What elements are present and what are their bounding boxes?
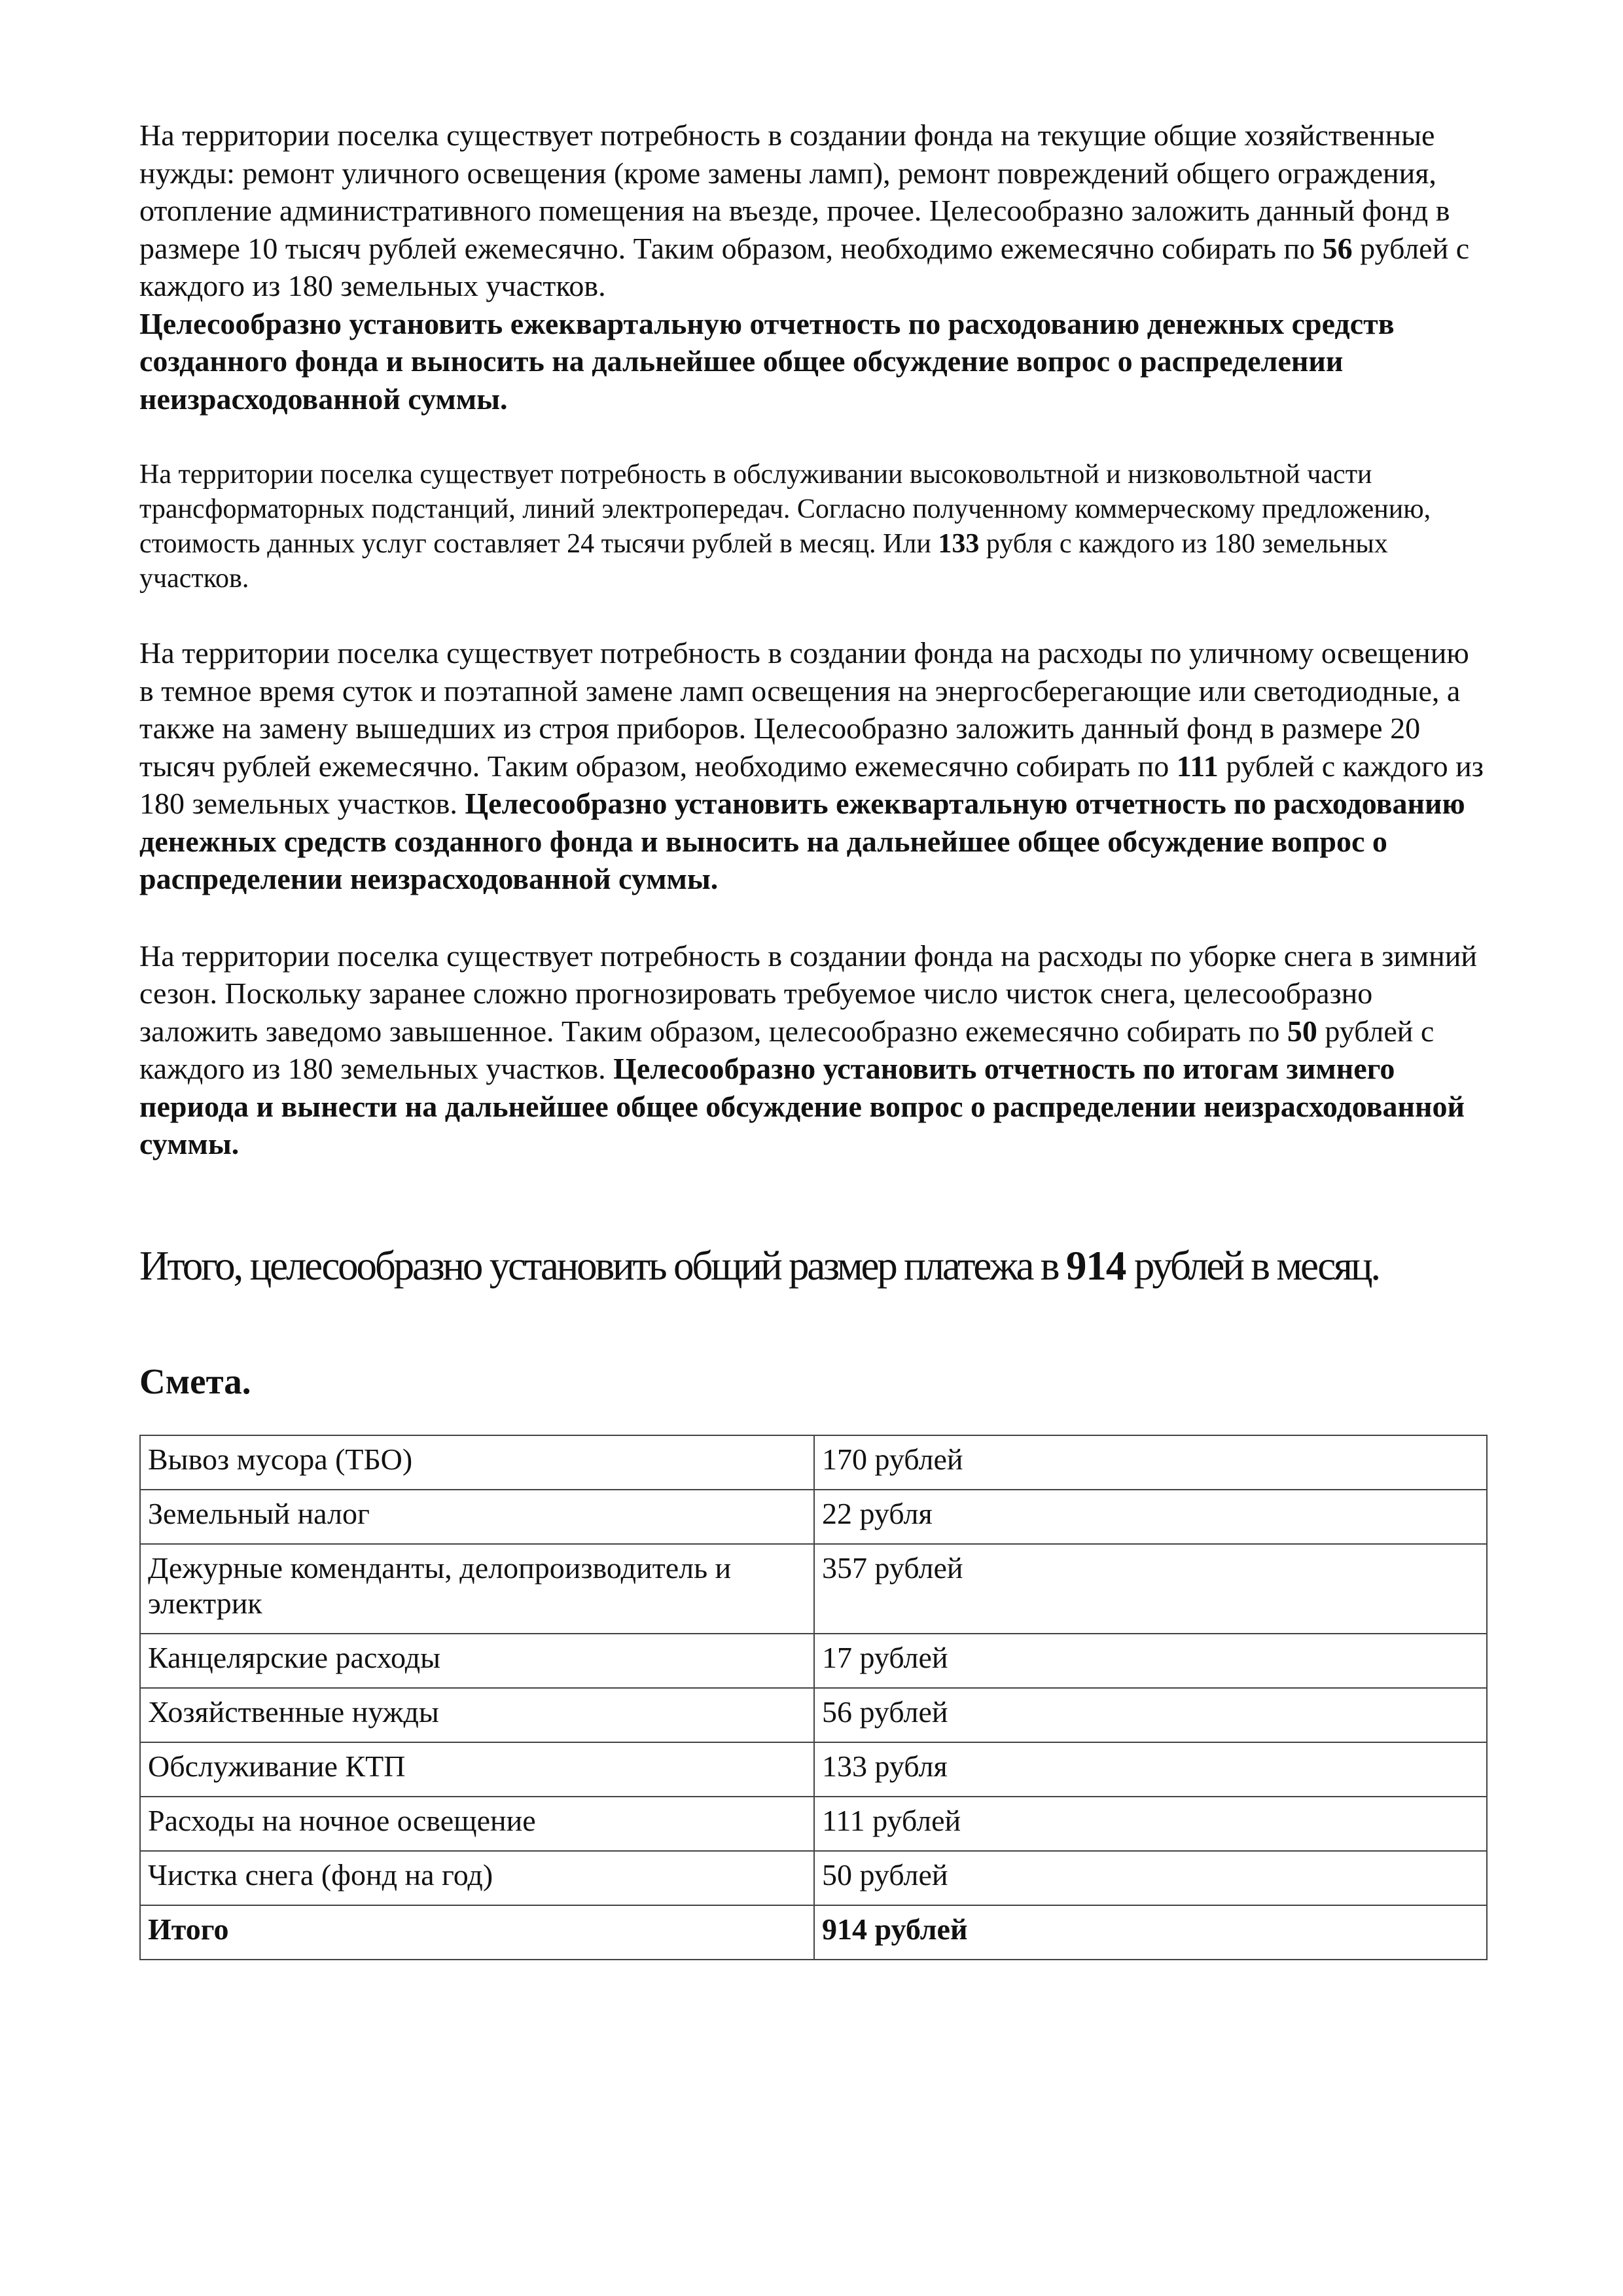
paragraph-text: рублей с каждого из 180 земельных участков. bbox=[139, 1014, 1435, 1085]
expense-name-cell: Чистка снега (фонд на год) bbox=[140, 1851, 814, 1905]
table-row bbox=[140, 1688, 1487, 1742]
paragraph-text: рублей с каждого из 180 земельных участков. bbox=[139, 749, 1484, 820]
smeta-table bbox=[139, 1435, 1488, 1960]
expense-name-cell: Расходы на ночное освещение bbox=[140, 1797, 814, 1851]
total-name-cell: Итого bbox=[140, 1905, 814, 1960]
expense-amount-cell: 56 рублей bbox=[814, 1688, 1487, 1742]
total-suffix: рублей в месяц. bbox=[1126, 1242, 1379, 1289]
paragraph-text: рубля с каждого из 180 земельных участков. bbox=[139, 529, 1388, 594]
expense-amount-cell: 111 рублей bbox=[814, 1797, 1487, 1851]
paragraph-emphasis: Целесообразно установить ежеквартальную отчетность по расходованию денежных средств созданного фонда и выносить на дальнейшее общее обсуждение вопрос о распределении неизрасходованной суммы. bbox=[139, 787, 1465, 895]
total-amount: 914 bbox=[1065, 1242, 1126, 1289]
smeta-title: Смета. bbox=[139, 1361, 251, 1401]
expense-name-cell: Обслуживание КТП bbox=[140, 1742, 814, 1797]
total-amount-cell: 914 рублей bbox=[814, 1905, 1487, 1960]
expense-amount-cell: 357 рублей bbox=[814, 1544, 1487, 1634]
table-row bbox=[140, 1490, 1487, 1544]
paragraph-snow-removal-fund bbox=[139, 937, 1488, 1163]
expense-amount-cell: 50 рублей bbox=[814, 1851, 1487, 1905]
expense-amount-cell: 17 рублей bbox=[814, 1634, 1487, 1688]
table-row bbox=[140, 1851, 1487, 1905]
document-page bbox=[139, 117, 1488, 1960]
expense-amount-cell: 170 рублей bbox=[814, 1435, 1487, 1490]
paragraph-street-lighting-fund bbox=[139, 634, 1488, 898]
expense-name-cell: Канцелярские расходы bbox=[140, 1634, 814, 1688]
table-row bbox=[140, 1634, 1487, 1688]
paragraph-text: На территории поселка существует потребность в обслуживании высоковольтной и низковольтной части трансформаторных подстанций, линий электропередач. Согласно полученному коммерческому предложению, стоимость данных услуг составляет 24 тысячи рублей в месяц. Или bbox=[139, 459, 1431, 559]
expense-name-cell: Хозяйственные нужды bbox=[140, 1688, 814, 1742]
paragraph-emphasis: Целесообразно установить отчетность по итогам зимнего периода и вынести на дальнейшее общее обсуждение вопрос о распределении неизрасходованной суммы. bbox=[139, 1052, 1465, 1160]
paragraph-household-fund bbox=[139, 117, 1488, 418]
total-prefix: Итого, целесообразно установить общий размер платежа в bbox=[139, 1242, 1066, 1289]
table-row bbox=[140, 1742, 1487, 1797]
paragraph-substation-service bbox=[139, 457, 1488, 596]
amount-highlight: 50 bbox=[1287, 1014, 1317, 1048]
expense-amount-cell: 22 рубля bbox=[814, 1490, 1487, 1544]
expense-name-cell: Вывоз мусора (ТБО) bbox=[140, 1435, 814, 1490]
paragraph-text: На территории поселка существует потребность в создании фонда на расходы по уборке снега в зимний сезон. Поскольку заранее сложно прогнозировать требуемое число чисток снега, целесообразно заложить заведомо завышенное. Таким образом, целесообразно ежемесячно собирать по bbox=[139, 939, 1477, 1048]
amount-highlight: 56 bbox=[1322, 231, 1353, 265]
paragraph-emphasis: Целесообразно установить ежеквартальную отчетность по расходованию денежных средств созданного фонда и выносить на дальнейшее общее обсуждение вопрос о распределении неизрасходованной суммы. bbox=[139, 306, 1395, 416]
paragraph-text: На территории поселка существует потребность в создании фонда на расходы по уличному освещению в темное время суток и поэтапной замене ламп освещения на энергосберегающие или светодиодные, а также на замену вышедших из строя приборов. Целесообразно заложить данный фонд в размере 20 тысяч рублей ежемесячно. Таким образом, необходимо ежемесячно собирать по bbox=[139, 636, 1469, 783]
amount-highlight: 111 bbox=[1176, 749, 1219, 783]
expense-name-cell: Дежурные коменданты, делопроизводитель и электрик bbox=[140, 1544, 814, 1634]
paragraph-text: рублей с каждого из 180 земельных участков. bbox=[139, 231, 1470, 302]
expense-name-cell: Земельный налог bbox=[140, 1490, 814, 1544]
table-row bbox=[140, 1544, 1487, 1634]
table-row bbox=[140, 1797, 1487, 1851]
amount-highlight: 133 bbox=[938, 529, 980, 559]
paragraph-text: На территории поселка существует потребность в создании фонда на текущие общие хозяйственные нужды: ремонт уличного освещения (кроме замены ламп), ремонт повреждений общего ограждения, отопление административного помещения на въезде, прочее. Целесообразно заложить данный фонд в размере 10 тысяч рублей ежемесячно. Таким образом, необходимо ежемесячно собирать по bbox=[139, 118, 1450, 265]
expense-amount-cell: 133 рубля bbox=[814, 1742, 1487, 1797]
total-payment-statement bbox=[139, 1241, 1488, 1291]
table-row bbox=[140, 1435, 1487, 1490]
table-total-row bbox=[140, 1905, 1487, 1960]
